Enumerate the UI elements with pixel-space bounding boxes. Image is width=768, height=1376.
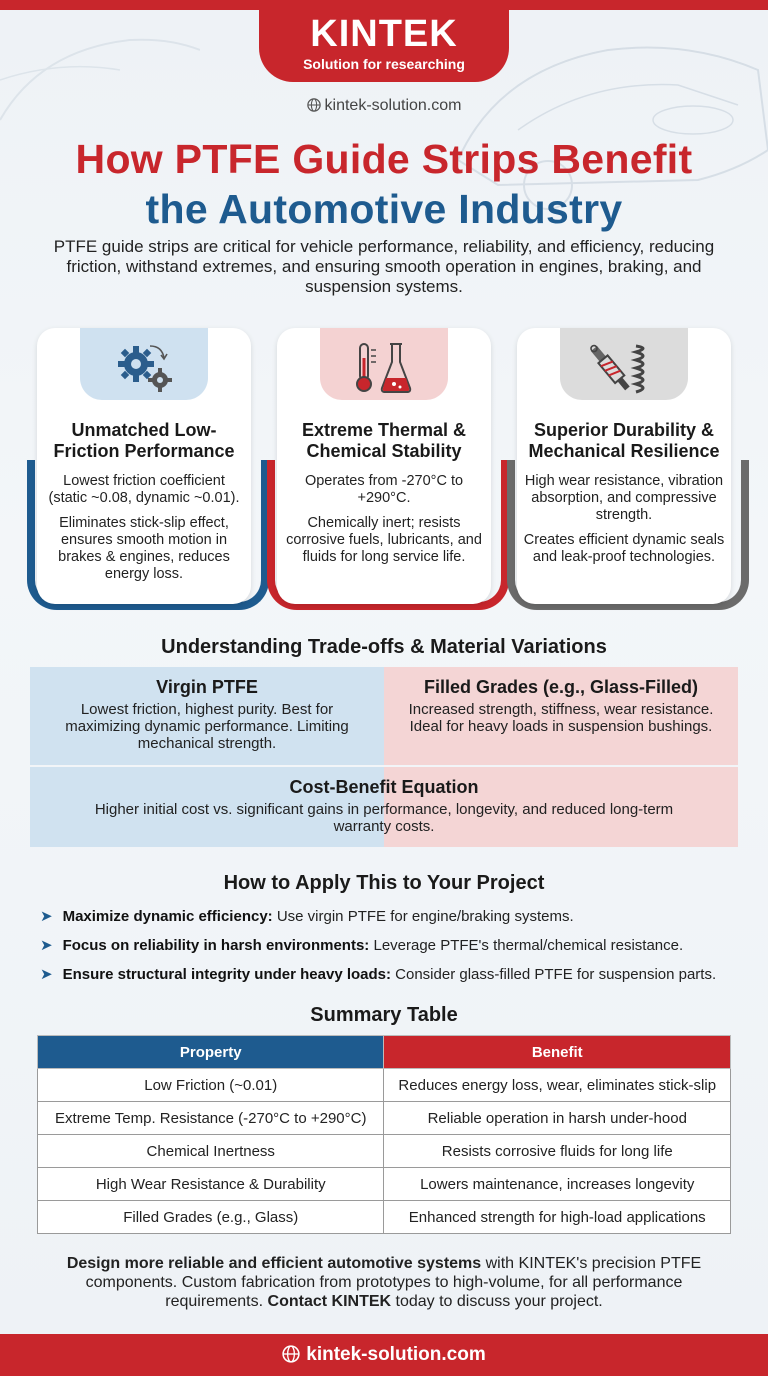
- closing-text-2: today to discuss your project.: [391, 1293, 603, 1310]
- closing-text-1: with KINTEK's precision PTFE components. Custom fabrication from prototypes to high-volume, for all performance requirements.: [85, 1255, 702, 1310]
- table-row: [38, 1201, 731, 1234]
- brand-header: [259, 0, 509, 82]
- table-cell: Extreme Temp. Resistance (-270°C to +290°C): [38, 1102, 384, 1135]
- table-cell: Chemical Inertness: [38, 1135, 384, 1168]
- arrow-icon: ➤: [40, 908, 53, 925]
- arrow-icon: ➤: [40, 937, 53, 954]
- brand-name: KINTEK: [310, 13, 458, 55]
- website-top[interactable]: [0, 97, 768, 115]
- thermometer-flask-icon: [350, 338, 420, 398]
- table-cell: Low Friction (~0.01): [38, 1069, 384, 1102]
- header-property: Property: [38, 1036, 384, 1069]
- website-top-text[interactable]: kintek-solution.com: [324, 97, 462, 114]
- tradeoffs-title: Understanding Trade-offs & Material Variations: [161, 636, 607, 658]
- list-item: [40, 931, 750, 960]
- card-durability: [517, 328, 739, 614]
- table-cell: Resists corrosive fluids for long life: [384, 1135, 731, 1168]
- table-cell: Enhanced strength for high-load applications: [384, 1201, 731, 1234]
- filled-grades-body: Increased strength, stiffness, wear resistance. Ideal for heavy loads in suspension bushings.: [408, 701, 714, 735]
- closing-bold-1: Design more reliable and efficient automotive systems: [66, 1255, 482, 1272]
- table-header-row: [38, 1036, 731, 1069]
- card-body-container: [277, 328, 491, 604]
- card-description: [283, 473, 485, 574]
- header-benefit: Benefit: [384, 1036, 731, 1069]
- virgin-ptfe-title: Virgin PTFE: [156, 677, 258, 697]
- tradeoffs-grid: [30, 667, 738, 847]
- cost-benefit-cell: [30, 767, 738, 847]
- table-row: [38, 1102, 731, 1135]
- title-line-2: the Automotive Industry: [145, 186, 623, 232]
- table-cell: Filled Grades (e.g., Glass): [38, 1201, 384, 1234]
- page-title: [0, 134, 768, 234]
- list-item-text: Consider glass-filled PTFE for suspension parts.: [391, 966, 717, 983]
- apply-list: [40, 902, 750, 989]
- card-paragraph-2: Eliminates stick-slip effect, ensures smooth motion in brakes & engines, reduces energy loss.: [58, 515, 230, 582]
- list-item-bold: Maximize dynamic efficiency:: [62, 908, 273, 925]
- closing-text: [40, 1254, 728, 1311]
- filled-grades-cell: [384, 667, 738, 765]
- card-title: Extreme Thermal & Chemical Stability: [301, 420, 467, 461]
- card-title: Superior Durability & Mechanical Resilience: [528, 420, 720, 461]
- brand-tagline: Solution for researching: [303, 56, 465, 72]
- list-item-bold: Focus on reliability in harsh environments:: [62, 937, 370, 954]
- card-low-friction: [37, 328, 259, 614]
- filled-grades-title: Filled Grades (e.g., Glass-Filled): [423, 677, 699, 697]
- list-item-text: Leverage PTFE's thermal/chemical resistance.: [369, 937, 684, 954]
- card-description: [43, 473, 245, 591]
- title-line-1: How PTFE Guide Strips Benefit: [75, 136, 693, 182]
- card-paragraph-1: Lowest friction coefficient (static ~0.08, dynamic ~0.01).: [48, 473, 240, 506]
- card-paragraph-2: Creates efficient dynamic seals and leak-proof technologies.: [523, 532, 725, 565]
- virgin-ptfe-cell: [30, 667, 384, 765]
- list-item-text: Use virgin PTFE for engine/braking systems.: [272, 908, 574, 925]
- intro-text: PTFE guide strips are critical for vehicle performance, reliability, and efficiency, reducing friction, withstand extremes, and ensuring smooth operation in engines, braking, and suspension systems.: [53, 237, 715, 296]
- summary-title: Summary Table: [310, 1004, 458, 1026]
- footer-bar[interactable]: [0, 1334, 768, 1376]
- list-item: [40, 960, 750, 989]
- list-item-bold: Ensure structural integrity under heavy loads:: [62, 966, 391, 983]
- table-cell: High Wear Resistance & Durability: [38, 1168, 384, 1201]
- card-paragraph-2: Chemically inert; resists corrosive fuels, lubricants, and fluids for long service life.: [286, 515, 482, 565]
- cost-benefit-title: Cost-Benefit Equation: [289, 777, 479, 797]
- cost-benefit-body: Higher initial cost vs. significant gains in performance, longevity, and reduced long-term warranty costs.: [94, 801, 674, 835]
- table-cell: Reduces energy loss, wear, eliminates stick-slip: [384, 1069, 731, 1102]
- card-paragraph-1: High wear resistance, vibration absorption, and compressive strength.: [524, 473, 724, 523]
- card-paragraph-1: Operates from -270°C to +290°C.: [304, 473, 464, 506]
- shock-absorber-spring-icon: [590, 338, 660, 398]
- arrow-icon: ➤: [40, 966, 53, 983]
- apply-title: How to Apply This to Your Project: [223, 872, 545, 894]
- list-item: [40, 902, 750, 931]
- table-cell: Reliable operation in harsh under-hood: [384, 1102, 731, 1135]
- footer-website[interactable]: kintek-solution.com: [306, 1344, 486, 1365]
- card-thermal-chemical: [277, 328, 499, 614]
- card-body-container: [517, 328, 731, 604]
- table-row: [38, 1069, 731, 1102]
- table-cell: Lowers maintenance, increases longevity: [384, 1168, 731, 1201]
- closing-bold-2: Contact KINTEK: [267, 1293, 392, 1310]
- card-body-container: [37, 328, 251, 604]
- gears-icon: [110, 338, 180, 398]
- card-description: [523, 473, 725, 574]
- globe-icon: [307, 98, 321, 112]
- table-row: [38, 1168, 731, 1201]
- summary-table: [37, 1035, 731, 1234]
- card-title: Unmatched Low-Friction Performance: [53, 420, 235, 461]
- globe-icon: [282, 1345, 300, 1363]
- table-row: [38, 1135, 731, 1168]
- virgin-ptfe-body: Lowest friction, highest purity. Best for maximizing dynamic performance. Limiting mechanical strength.: [65, 701, 349, 752]
